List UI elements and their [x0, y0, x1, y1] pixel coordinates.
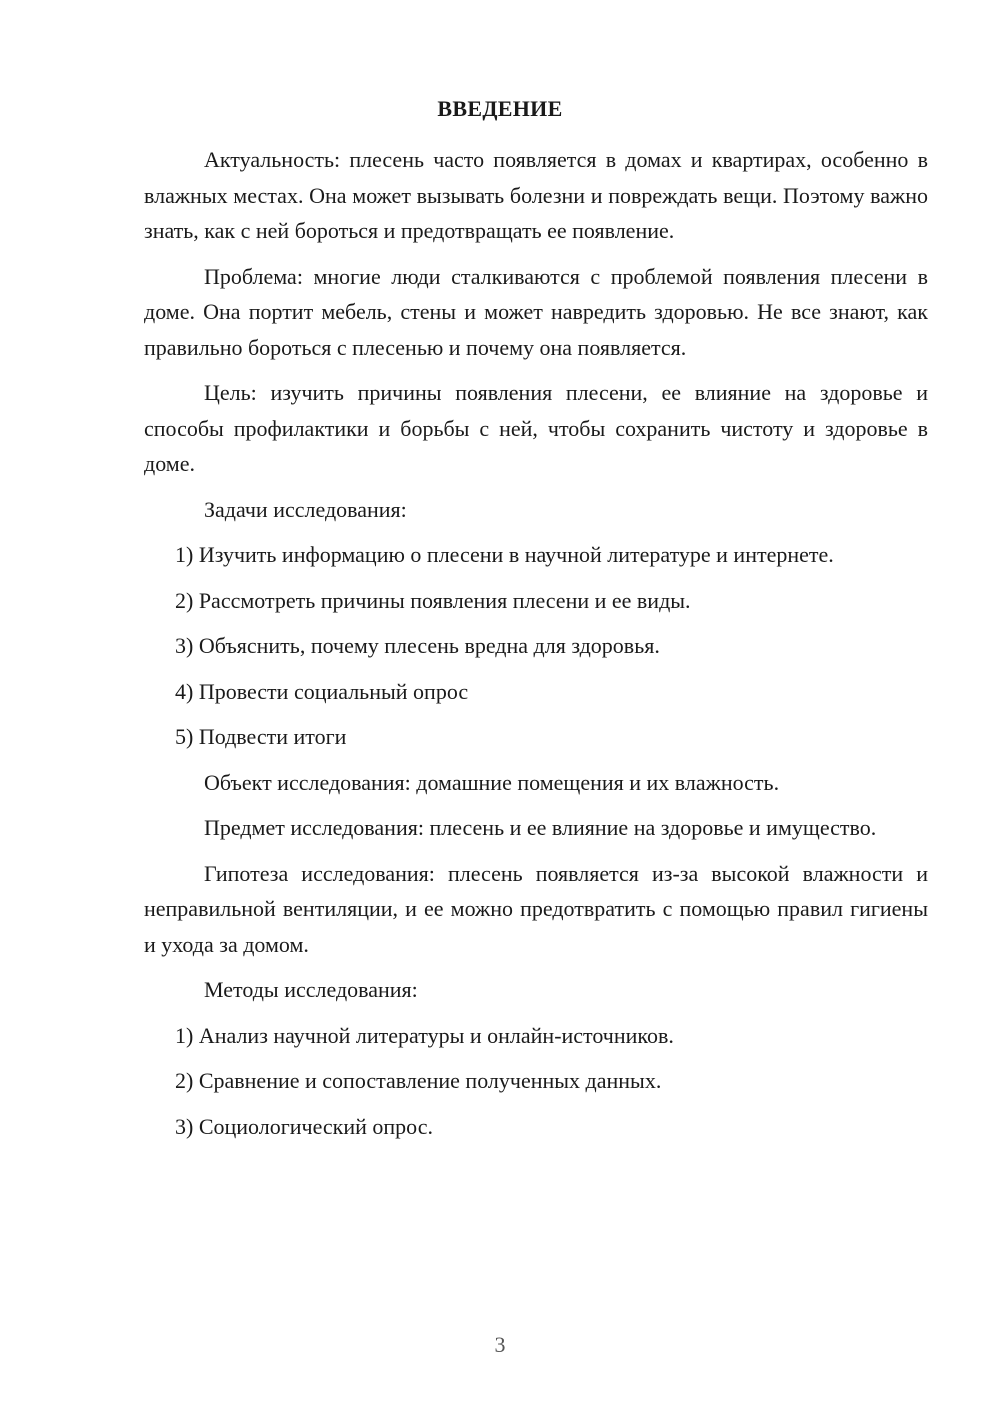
method-item: 1) Анализ научной литературы и онлайн-источников. — [175, 1022, 674, 1048]
tasks-heading: Задачи исследования: — [204, 496, 407, 522]
hypothesis-paragraph: Гипотеза исследования: плесень появляется из-за высокой влажности и неправильной вентиляции, и ее можно предотвратить с помощью правил гигиены и ухода за домом. — [144, 860, 928, 957]
methods-heading: Методы исследования: — [204, 977, 418, 1002]
page-title: ВВЕДЕНИЕ — [437, 96, 563, 121]
method-item: 2) Сравнение и сопоставление полученных данных. — [175, 1068, 662, 1093]
task-item: 1) Изучить информацию о плесени в научной литературе и интернете. — [175, 542, 834, 567]
page-number: 3 — [494, 1332, 506, 1357]
subject-paragraph: Предмет исследования: плесень и ее влияние на здоровье и имущество. — [204, 815, 877, 840]
task-item: 2) Рассмотреть причины появления плесени и ее виды. — [175, 587, 691, 613]
object-paragraph: Объект исследования: домашние помещения и их влажность. — [204, 769, 780, 795]
document-body — [144, 142, 928, 1154]
relevance-paragraph: Актуальность: плесень часто появляется в домах и квартирах, особенно в влажных местах. Она может вызывать болезни и повреждать вещи. Поэтому важно знать, как с ней бороться и предотвращать ее появление. — [144, 147, 928, 243]
problem-paragraph: Проблема: многие люди сталкиваются с проблемой появления плесени в доме. Она портит мебель, стены и может навредить здоровью. Не все знают, как правильно бороться с плесенью и почему она появляется. — [144, 263, 928, 360]
task-item: 5) Подвести итоги — [175, 724, 347, 749]
task-item: 4) Провести социальный опрос — [175, 678, 469, 704]
method-item: 3) Социологический опрос. — [175, 1113, 433, 1139]
task-item: 3) Объяснить, почему плесень вредна для здоровья. — [175, 633, 660, 658]
goal-paragraph: Цель: изучить причины появления плесени, ее влияние на здоровье и способы профилактики и борьбы с ней, чтобы сохранить чистоту и здоровье в доме. — [144, 380, 928, 476]
